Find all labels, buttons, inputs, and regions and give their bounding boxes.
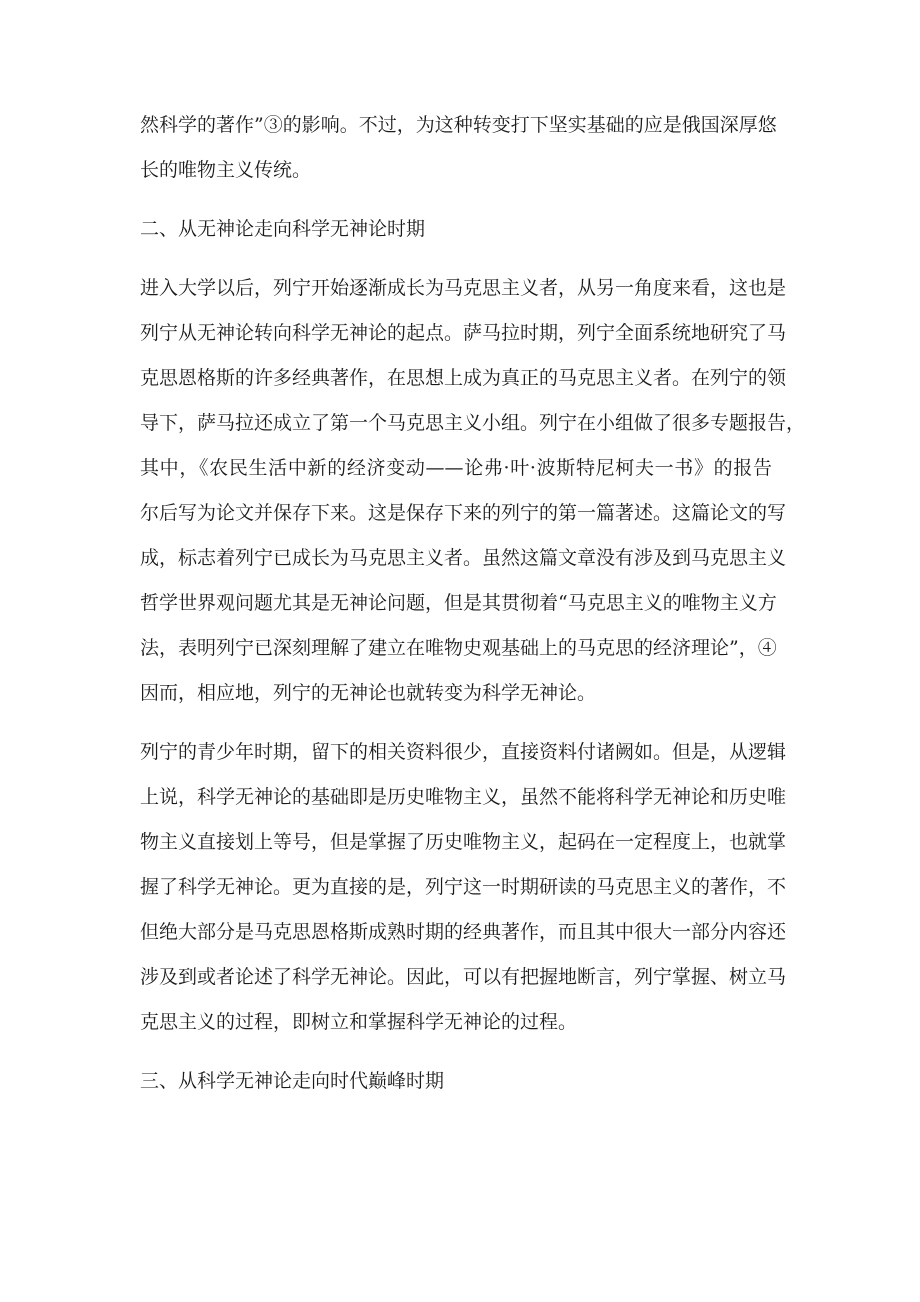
section-heading-2: [140, 207, 772, 252]
text-line: 上说，科学无神论的基础即是历史唯物主义，虽然不能将科学无神论和历史唯: [140, 786, 787, 808]
text-line: 长的唯物主义传统。: [140, 159, 312, 181]
text-line: 但绝大部分是马克思恩格斯成熟时期的经典著作，而且其中很大一部分内容还: [140, 921, 787, 943]
paragraph-continuation: [140, 103, 777, 193]
text-line: 涉及到或者论述了科学无神论。因此，可以有把握地断言，列宁掌握、树立马: [140, 966, 787, 988]
document-body: [140, 103, 806, 1104]
text-line: 进入大学以后，列宁开始逐渐成长为马克思主义者，从另一角度来看，这也是: [140, 277, 787, 299]
section-heading-3: [140, 1059, 772, 1104]
paragraph-university-period: [140, 266, 806, 716]
text-line: 克思主义的过程，即树立和掌握科学无神论的过程。: [140, 1011, 578, 1033]
text-line: 哲学世界观问题尤其是无神论问题，但是其贯彻着“马克思主义的唯物主义方: [140, 592, 777, 614]
text-line: 其中，《农民生活中新的经济变动——论弗·叶·波斯特尼柯夫一书》的报告: [140, 457, 772, 479]
text-line: 列宁的青少年时期，留下的相关资料很少，直接资料付诸阙如。但是，从逻辑: [140, 741, 787, 763]
paragraph-youth-period: [140, 730, 787, 1045]
text-line: 成，标志着列宁已成长为马克思主义者。虽然这篇文章没有涉及到马克思主义: [140, 547, 787, 569]
text-line: 物主义直接划上等号，但是掌握了历史唯物主义，起码在一定程度上，也就掌: [140, 831, 787, 853]
text-line: 法，表明列宁已深刻理解了建立在唯物史观基础上的马克思的经济理论”，④: [140, 637, 777, 659]
text-line: 尔后写为论文并保存下来。这是保存下来的列宁的第一篇著述。这篇论文的写: [140, 502, 787, 524]
text-line: 握了科学无神论。更为直接的是，列宁这一时期研读的马克思主义的著作，不: [140, 876, 787, 898]
text-line: 导下，萨马拉还成立了第一个马克思主义小组。列宁在小组做了很多专题报告，: [140, 412, 806, 434]
text-line: 然科学的著作”③的影响。不过，为这种转变打下坚实基础的应是俄国深厚悠: [140, 114, 777, 136]
heading-text: 三、从科学无神论走向时代巅峰时期: [140, 1070, 445, 1092]
text-line: 因而，相应地，列宁的无神论也就转变为科学无神论。: [140, 682, 597, 704]
text-line: 列宁从无神论转向科学无神论的起点。萨马拉时期，列宁全面系统地研究了马: [140, 322, 787, 344]
text-line: 克思恩格斯的许多经典著作，在思想上成为真正的马克思主义者。在列宁的领: [140, 367, 787, 389]
heading-text: 二、从无神论走向科学无神论时期: [140, 218, 426, 240]
